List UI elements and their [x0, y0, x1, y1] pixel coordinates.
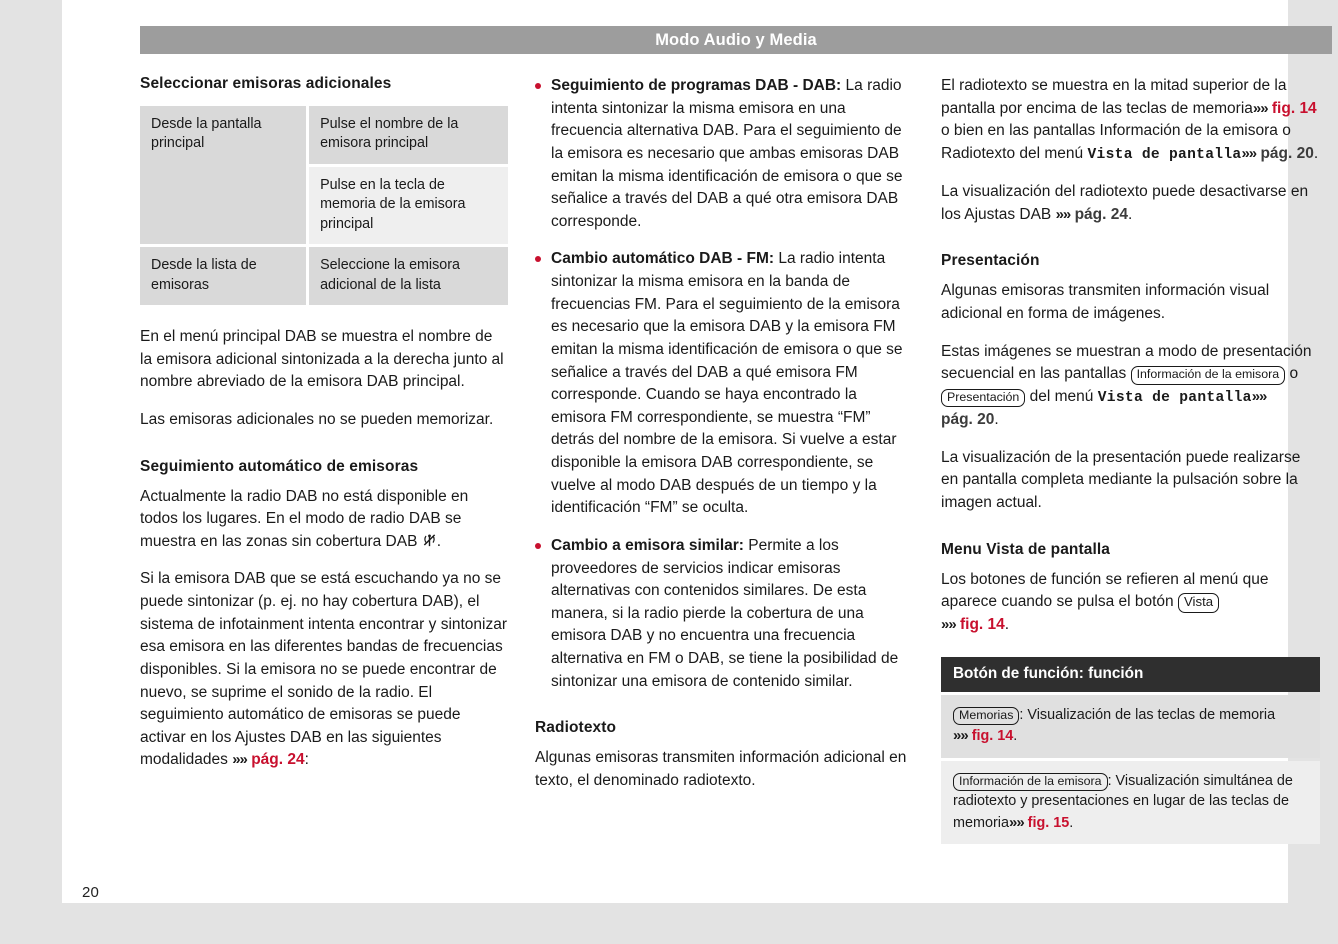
figure-reference-link[interactable]: fig. 14 [960, 615, 1005, 633]
page-header-bar [140, 26, 1332, 54]
page-reference-link[interactable]: pág. 24 [1074, 205, 1128, 223]
chevron-ref-icon: »» [941, 615, 956, 633]
bullet-text: La radio intenta sintonizar la misma emisora en la banda de frecuencias FM. Para el seguimiento de la emisora es necesario que la emisora DAB y la emisora FM emitan la misma identificación de emisora o que se señalice a través del DAB a qué emisora FM corresponde. Cuando se haya encontrado la emisora FM correspondiente, se muestra “FM” detrás del nombre de la emisora. Si vuelve a estar disponible la emisora DAB correspondiente, se vuelve al modo DAB después de un tiempo y la identificación “FM” se oculta. [551, 250, 903, 517]
bullet-text: Permite a los proveedores de servicios indicar emisoras alternativas con contenidos similares. De esta manera, si la radio pierde la cobertura de una emisora DAB y no encuentra una frecuencia alternativa en FM o DAB, se tiene la posibilidad de sintonizar una emisora de contenido similar. [551, 536, 899, 690]
chevron-ref-icon: »» [1252, 99, 1268, 117]
button-label-presentacion[interactable]: Presentación [941, 389, 1025, 408]
page-reference-link[interactable]: pág. 20 [1260, 144, 1314, 162]
list-item [535, 248, 914, 520]
column-1 [140, 75, 508, 844]
page-header-title: Modo Audio y Media [655, 30, 817, 49]
heading-presentacion: Presentación [941, 252, 1040, 270]
paragraph-text: El radiotexto se muestra en la mitad superior de la pantalla por encima de las teclas de memoria [941, 77, 1287, 117]
paragraph-text-end: . [436, 532, 442, 550]
heading-menu-vista-pantalla: Menu Vista de pantalla [941, 540, 1111, 558]
table-row [941, 695, 1320, 758]
paragraph-radiotexto-display [941, 75, 1320, 166]
list-item [535, 75, 914, 233]
table-cell-condition: Desde la lista de emisoras [140, 247, 306, 305]
content-columns [140, 75, 1332, 844]
paragraph-text-end: . [1004, 615, 1010, 633]
figure-reference-link[interactable]: fig. 14 [1271, 99, 1317, 117]
chevron-ref-icon: »» [1008, 813, 1024, 831]
paragraph-text: Actualmente la radio DAB no está disponible en todos los lugares. En el modo de radio DAB se muestra en las zonas sin cobertura DAB [140, 487, 469, 550]
row-text-end: . [1069, 814, 1074, 831]
button-label-informacion-emisora[interactable]: Información de la emisora [953, 773, 1108, 792]
paragraph-text-end: . [1313, 144, 1319, 162]
bullet-dot-icon [535, 256, 541, 262]
paragraph-presentacion-secuencial [941, 341, 1320, 432]
page-canvas [62, 0, 1319, 903]
page-reference-link[interactable]: pág. 24 [251, 751, 305, 769]
no-antenna-icon [422, 533, 437, 548]
paragraph-text: o [1285, 365, 1299, 383]
bullet-dot-icon [535, 543, 541, 549]
bullet-title: Cambio automático DAB - FM: [551, 250, 775, 268]
row-text: : Visualización simultánea de radiotexto y presentaciones en lugar de las teclas de memoria [953, 772, 1293, 831]
paragraph-cobertura-dab [140, 486, 508, 554]
seguimiento-bullet-list [535, 75, 914, 693]
chevron-ref-icon: »» [1251, 387, 1267, 405]
button-label-memorias[interactable]: Memorias [953, 707, 1019, 726]
chevron-ref-icon: »» [1241, 144, 1257, 162]
figure-reference-link[interactable]: fig. 15 [1027, 814, 1070, 831]
menu-path-label: Vista de pantalla [1087, 146, 1242, 163]
row-text: : Visualización de las teclas de memoria [1019, 706, 1276, 723]
row-text-end: . [1013, 728, 1018, 745]
paragraph-text-end: . [1128, 205, 1133, 223]
table-row [140, 247, 508, 305]
table-row [140, 106, 508, 164]
bullet-title: Cambio a emisora similar: [551, 536, 744, 554]
paragraph-text-end: : [304, 751, 309, 769]
heading-radiotexto: Radiotexto [535, 719, 617, 737]
page-reference-link[interactable]: pág. 20 [941, 411, 995, 429]
table-cell-action: Seleccione la emisora adicional de la lista [309, 247, 508, 305]
table-cell-action: Pulse el nombre de la emisora principal [309, 106, 508, 164]
paragraph-radiotexto-intro: Algunas emisoras transmiten información adicional en texto, el denominado radiotexto. [535, 749, 907, 789]
function-button-table [941, 657, 1320, 844]
menu-path-label: Vista de pantalla [1097, 389, 1252, 406]
function-table-header: Botón de función: función [941, 657, 1320, 692]
paragraph-text: Estas imágenes se muestran a modo de presentación secuencial en las pantallas [941, 342, 1312, 383]
paragraph-botones-funcion [941, 569, 1320, 637]
column-3 [941, 75, 1320, 844]
paragraph-no-memorizar: Las emisoras adicionales no se pueden memorizar. [140, 410, 494, 428]
heading-seleccionar-emisoras: Seleccionar emisoras adicionales [140, 75, 392, 92]
column-2 [535, 75, 914, 844]
table-cell-condition: Desde la pantalla principal [140, 106, 306, 244]
chevron-ref-icon: »» [953, 727, 968, 745]
bullet-dot-icon [535, 83, 541, 89]
paragraph-pantalla-completa: La visualización de la presentación puede realizarse en pantalla completa mediante la pulsación sobre la imagen actual. [941, 448, 1301, 512]
paragraph-text-end: . [994, 411, 999, 429]
paragraph-text: o bien en las pantallas Información de la emisora o Radiotexto del menú [941, 122, 1291, 162]
table-row [941, 761, 1320, 844]
paragraph-text: Los botones de función se refieren al menú que aparece cuando se pulsa el botón [941, 570, 1269, 611]
paragraph-text: del menú [1025, 387, 1098, 405]
figure-reference-link[interactable]: fig. 14 [971, 728, 1014, 745]
seleccionar-emisoras-table [137, 103, 511, 308]
button-label-informacion-emisora[interactable]: Información de la emisora [1131, 366, 1286, 385]
button-label-vista[interactable]: Vista [1178, 593, 1219, 613]
paragraph-presentacion-intro: Algunas emisoras transmiten información visual adicional en forma de imágenes. [941, 282, 1270, 323]
page-number: 20 [82, 884, 100, 901]
table-cell-action: Pulse en la tecla de memoria de la emisora principal [309, 167, 508, 244]
heading-seguimiento-automatico: Seguimiento automático de emisoras [140, 457, 419, 475]
bullet-text: La radio intenta sintonizar la misma emisora en una frecuencia alternativa DAB. Para el seguimiento de la emisora es necesario que ambas emisoras DAB emitan la misma identificación de emisora o que se señalice a través del DAB a qué otra emisora DAB corresponde. [551, 77, 903, 230]
chevron-ref-icon: »» [232, 751, 247, 769]
paragraph-desactivar-radiotexto [941, 181, 1320, 226]
paragraph-menu-principal: En el menú principal DAB se muestra el nombre de la emisora adicional sintonizada a la derecha junto al nombre abreviado de la emisora DAB principal. [140, 328, 504, 391]
list-item [535, 535, 914, 693]
paragraph-text: Si la emisora DAB que se está escuchando ya no se puede sintonizar (p. ej. no hay cobertura DAB), el sistema de infotainment intenta encontrar y sintonizar esa emisora en las diferentes bandas de frecuencias disponibles. Si la emisora no se puede encontrar de nuevo, se suprime el sonido de la radio. El seguimiento automático de emisoras se puede activar en los Ajustes DAB en las siguientes modalidades [140, 570, 508, 769]
bullet-title: Seguimiento de programas DAB - DAB: [551, 77, 842, 94]
paragraph-text: La visualización del radiotexto puede desactivarse en los Ajustas DAB [941, 183, 1309, 223]
chevron-ref-icon: »» [1055, 205, 1071, 223]
paragraph-sintonizar-fallback [140, 568, 508, 772]
